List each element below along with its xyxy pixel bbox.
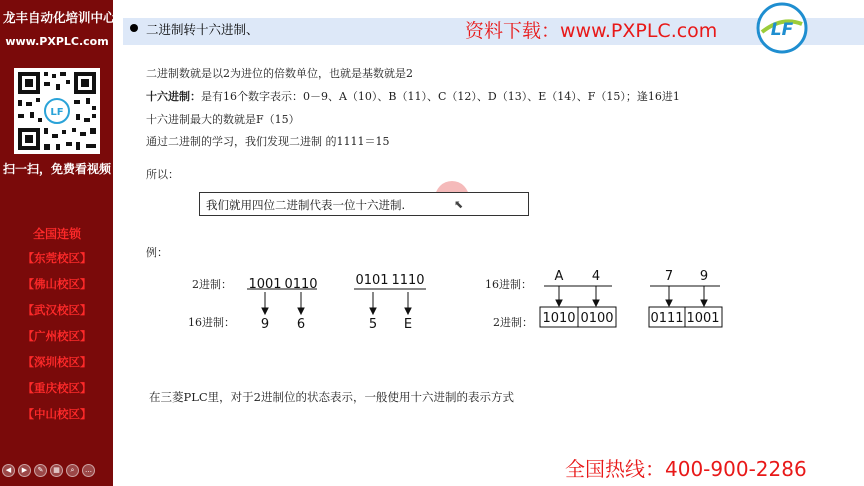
scan-qr-caption: 扫一扫，免费看视频 [2,162,111,176]
callout-text: 我们就用四位二进制代表一位十六进制. [206,198,406,212]
conversion-diagram [180,258,740,348]
example-label: 例： [146,246,168,259]
ex2-hex-low: E [403,317,413,332]
next-slide-icon[interactable]: ▶ [18,464,31,477]
binary-1111-note: 通过二进制的学习，我们发现二进制 的1111＝15 [146,135,390,148]
zoom-icon[interactable]: ⌕ [66,464,79,477]
ex1-bin-low: 0110 [284,277,318,292]
hex-definition-label: 十六进制： [146,90,201,103]
brand-title: 龙丰自动化培训中心 [3,10,116,25]
svg-text:LF: LF [770,20,794,40]
lf-logo-icon [756,2,808,54]
campus-guangzhou[interactable]: 【广州校区】 [22,329,92,343]
ex2-bin-high: 0101 [355,273,389,288]
ex2-hex-high: 5 [368,317,378,332]
callout-box [199,192,529,216]
ex1-hex-low: 6 [296,317,306,332]
campus-chongqing[interactable]: 【重庆校区】 [22,381,92,395]
campus-dongguan[interactable]: 【东莞校区】 [22,251,92,265]
grid-view-icon[interactable]: ▦ [50,464,63,477]
ex3-bin-high: 1010 [542,311,576,326]
label-bin-1: 2进制： [192,278,232,291]
label-hex-2: 16进制： [485,278,532,291]
ex1-bin-high: 1001 [248,277,282,292]
hex-max-note: 十六进制最大的数就是F（15） [146,113,300,126]
sidebar [0,0,116,486]
brand-url[interactable]: www.PXPLC.com [5,35,109,48]
ex3-hex-high: A [554,269,564,284]
campus-zhongshan[interactable]: 【中山校区】 [22,407,92,421]
campus-foshan[interactable]: 【佛山校区】 [22,277,92,291]
label-bin-2: 2进制： [493,316,533,329]
ex4-bin-high: 0111 [650,311,684,326]
prev-slide-icon[interactable]: ◀ [2,464,15,477]
ex4-hex-low: 9 [699,269,709,284]
download-banner: 资料下载：www.PXPLC.com [465,20,718,42]
pen-icon[interactable]: ✎ [34,464,47,477]
playback-controls [2,464,95,480]
bullet-icon [130,24,138,32]
ex4-bin-low: 1001 [686,311,720,326]
mouse-cursor-icon: ⬉ [454,198,464,211]
ex3-hex-low: 4 [591,269,601,284]
ex3-bin-low: 0100 [580,311,614,326]
svg-text:LF: LF [50,107,64,118]
qr-code-icon [14,68,100,154]
binary-definition: 二进制数就是以2为进位的倍数单位，也就是基数就是2 [146,67,413,80]
chain-title: 全国连锁 [32,227,81,241]
hotline-banner: 全国热线：400-900-2286 [565,457,807,481]
ex4-hex-high: 7 [664,269,674,284]
campus-wuhan[interactable]: 【武汉校区】 [22,303,92,317]
plc-hex-note: 在三菱PLC里，对于2进制位的状态表示，一般使用十六进制的表示方式 [149,390,514,404]
campus-shenzhen[interactable]: 【深圳校区】 [22,355,92,369]
label-hex-1: 16进制： [188,316,235,329]
ex1-hex-high: 9 [260,317,270,332]
ex2-bin-low: 1110 [391,273,425,288]
hex-definition-text: 是有16个数字表示：0－9、A（10）、B（11）、C（12）、D（13）、E（14）、F（15）；逢16进1 [201,90,680,103]
section-title: 二进制转十六进制、 [146,22,259,37]
more-options-icon[interactable]: … [82,464,95,477]
hex-definition [146,88,680,104]
so-label: 所以： [146,168,179,181]
